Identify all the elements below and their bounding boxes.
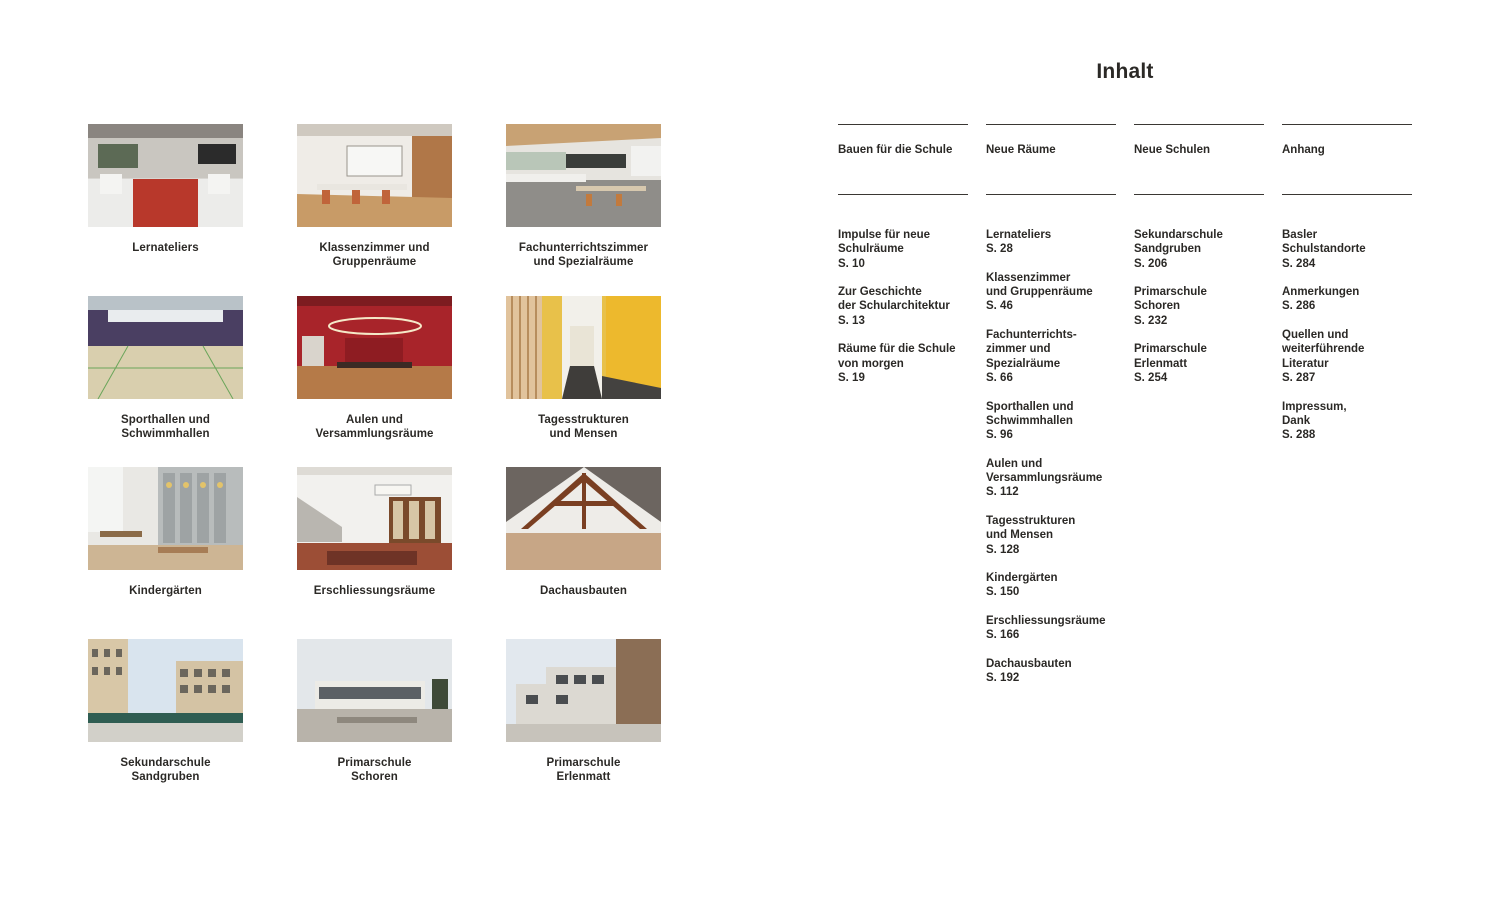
gallery-photo [506, 467, 661, 570]
toc-entry[interactable] [986, 271, 1116, 314]
toc-entry-title: Quellen und weiterführende Literatur [1282, 329, 1365, 370]
toc-entry[interactable] [1282, 228, 1412, 271]
gallery-caption: Lernateliers [132, 242, 199, 254]
gallery-tile [506, 639, 661, 811]
toc-entry[interactable] [1282, 400, 1412, 443]
gallery-tile [506, 124, 661, 296]
gallery-caption: Kindergärten [129, 585, 202, 597]
gallery-caption: Sporthallen und Schwimmhallen [120, 413, 211, 440]
gallery-caption: Sekundarschule Sandgruben [120, 756, 211, 783]
toc-entry[interactable] [838, 228, 968, 271]
toc-entry[interactable] [838, 285, 968, 328]
toc-entry-title: Klassenzimmer und Gruppenräume [986, 271, 1093, 299]
toc-entry-page: S. 284 [1282, 257, 1316, 270]
gallery-caption: Erschliessungsräume [313, 585, 436, 597]
gallery-tile [297, 639, 452, 811]
gallery-tile [88, 639, 243, 811]
gallery-caption: Dachausbauten [540, 585, 627, 597]
toc-entry-title: Anmerkungen [1282, 286, 1360, 299]
gallery-caption: Fachunterrichtszimmer und Spezialräume [518, 242, 649, 269]
toc-column-heading: Neue Schulen [1134, 144, 1211, 156]
toc-entry-title: Lernateliers [986, 229, 1052, 241]
toc-entry-page: S. 112 [986, 486, 1019, 499]
toc-entry-title: Sekundarschule Sandgruben [1134, 229, 1223, 256]
toc-entry[interactable] [1134, 228, 1264, 271]
toc-entry-page: S. 66 [986, 371, 1013, 384]
toc-column-heading: Bauen für die Schule [838, 144, 953, 156]
toc-entry-title: Dachausbauten [986, 657, 1072, 670]
toc-entry-title: Impulse für neue Schulräume [838, 229, 931, 256]
toc-column-neue-schulen [1134, 124, 1264, 400]
gallery-caption: Tagesstrukturen und Mensen [538, 413, 629, 440]
gallery-photo [506, 639, 661, 742]
toc-entry-page: S. 288 [1282, 429, 1316, 442]
toc-entry-title: Impressum, Dank [1282, 400, 1347, 427]
gallery-tile [88, 296, 243, 468]
toc-entries [838, 228, 968, 385]
toc-entry-title: Kindergärten [986, 572, 1058, 585]
toc-entry-page: S. 150 [986, 586, 1020, 599]
divider [986, 194, 1116, 195]
toc-entry-title: Tagesstrukturen und Mensen [986, 514, 1076, 542]
toc-entry-title: Erschliessungsräume [986, 615, 1106, 628]
toc-column-heading: Anhang [1282, 144, 1325, 156]
toc-entry[interactable] [1134, 285, 1264, 328]
divider [838, 194, 968, 195]
gallery-tile [506, 296, 661, 468]
gallery-photo [506, 124, 661, 227]
toc-entry-page: S. 96 [986, 429, 1013, 442]
gallery-photo [506, 296, 661, 399]
gallery-tile [297, 124, 452, 296]
gallery-tile [88, 124, 243, 296]
divider [1282, 124, 1412, 125]
toc-entry-page: S. 254 [1134, 371, 1168, 384]
toc-entry-title: Zur Geschichte der Schularchitektur [838, 286, 950, 313]
divider [838, 124, 968, 125]
gallery-photo [88, 296, 243, 399]
toc-entry-title: Primarschule Schoren [1134, 286, 1207, 313]
toc-entry-page: S. 13 [838, 314, 865, 327]
divider [1282, 194, 1412, 195]
gallery-photo [297, 639, 452, 742]
toc-entry[interactable] [986, 400, 1116, 443]
toc-entry-page: S. 166 [986, 629, 1020, 642]
toc-entry-page: S. 10 [838, 257, 865, 270]
gallery-caption: Klassenzimmer und Gruppenräume [319, 242, 430, 269]
gallery-photo [297, 124, 452, 227]
toc-entry[interactable] [1282, 328, 1412, 385]
toc-entry-title: Räume für die Schule von morgen [838, 343, 956, 370]
toc-entry[interactable] [986, 328, 1116, 385]
toc-entry[interactable] [838, 342, 968, 385]
toc-entry[interactable] [986, 614, 1116, 643]
toc-entry-page: S. 287 [1282, 371, 1316, 384]
toc-entry[interactable] [986, 571, 1116, 600]
toc-entry-page: S. 28 [986, 243, 1013, 256]
toc-entry[interactable] [986, 514, 1116, 557]
toc-column-neue-raeume [986, 124, 1116, 700]
toc-entries [986, 228, 1116, 686]
gallery-caption: Primarschule Schoren [337, 756, 412, 783]
toc-entry-page: S. 286 [1282, 300, 1316, 313]
toc-column-anhang [1282, 124, 1412, 457]
toc-entry-title: Fachunterrichts- zimmer und Spezialräume [986, 329, 1077, 370]
gallery-photo [297, 467, 452, 570]
toc-column-heading: Neue Räume [986, 144, 1056, 156]
toc-entry-page: S. 46 [986, 300, 1013, 313]
toc-entry[interactable] [986, 457, 1116, 500]
toc-entry[interactable] [986, 657, 1116, 686]
toc-entry-title: Sporthallen und Schwimmhallen [986, 400, 1074, 427]
gallery-photo [88, 467, 243, 570]
gallery-photo [297, 296, 452, 399]
toc-column-bauen [838, 124, 968, 400]
photo-grid [88, 124, 661, 810]
toc-entry-page: S. 192 [986, 672, 1020, 685]
divider [1134, 124, 1264, 125]
gallery-tile [297, 296, 452, 468]
toc-entry-title: Basler Schulstandorte [1282, 229, 1366, 256]
gallery-caption: Aulen und Versammlungsräume [315, 413, 434, 440]
toc-entry[interactable] [1134, 342, 1264, 385]
toc-title: Inhalt [1096, 60, 1154, 83]
gallery-tile [506, 467, 661, 639]
divider [986, 124, 1116, 125]
gallery-photo [88, 639, 243, 742]
toc-entry-page: S. 128 [986, 543, 1020, 556]
toc-entry-title: Primarschule Erlenmatt [1134, 343, 1207, 370]
toc-entries [1134, 228, 1264, 385]
toc-entry[interactable] [986, 228, 1116, 257]
toc-entry-page: S. 19 [838, 371, 865, 384]
toc-entry-title: Aulen und Versammlungsräume [986, 457, 1103, 485]
gallery-caption: Primarschule Erlenmatt [546, 756, 621, 783]
gallery-photo [88, 124, 243, 227]
toc-entry[interactable] [1282, 285, 1412, 314]
toc-entry-page: S. 232 [1134, 314, 1168, 327]
divider [1134, 194, 1264, 195]
gallery-tile [88, 467, 243, 639]
toc-entries [1282, 228, 1412, 442]
toc-entry-page: S. 206 [1134, 257, 1168, 270]
gallery-tile [297, 467, 452, 639]
